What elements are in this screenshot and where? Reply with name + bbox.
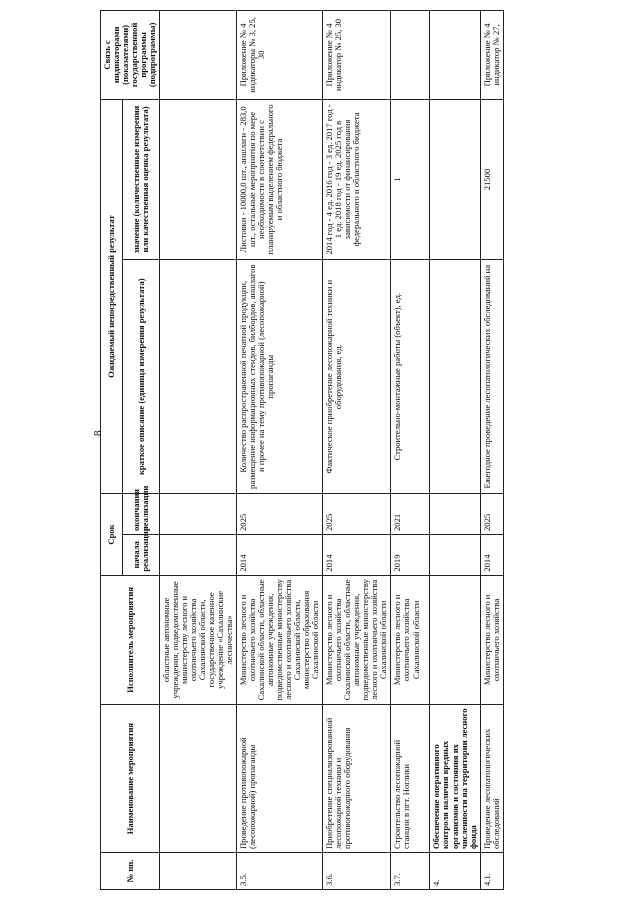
table-row — [160, 11, 237, 890]
cell-end — [430, 494, 480, 535]
cell-desc: Строительно-монтажные работы (объект), ед. — [391, 260, 430, 494]
header-term-end: окончания реализации — [123, 494, 160, 535]
cell-num: 4.1. — [480, 853, 503, 890]
header-executor: Исполнитель мероприятия — [101, 575, 160, 704]
cell-num: 3.5. — [237, 853, 323, 890]
header-term: Срок — [101, 494, 123, 575]
cell-end: 2025 — [323, 494, 391, 535]
cell-end — [160, 494, 237, 535]
cell-name: Проведение противопожарной (лесопожарной) пропаганды — [237, 705, 323, 853]
cell-executor: областные автономные учреждения, подведомственные министерству лесного и охотничьего хозяйства Сахалинской области, государственное казенное учреждение «Сахалинские лесничества» — [160, 575, 237, 704]
cell-executor — [430, 575, 480, 704]
cell-end: 2021 — [391, 494, 430, 535]
header-result-value: значение (количественные измерения или качественная оценка результата) — [123, 99, 160, 259]
cell-value: Листовки - 10000,0 шт., аншлаги - 283,0 шт., остальные мероприятия по мере необходимости в соответствии с планируемым выделением федерального и областного бюджета — [237, 99, 323, 259]
header-name: Наименование мероприятия — [101, 705, 160, 853]
cell-value: 21500 — [480, 99, 503, 259]
cell-start — [430, 535, 480, 576]
cell-value: 2014 год - 4 ед. 2016 год - 3 ед. 2017 год - 1 ед. 2018 год - 19 ед. 2025 год в зависимости от финансирования федерального и областного бюджета — [323, 99, 391, 259]
header-result-desc: краткое описание (единица измерения результата) — [123, 260, 160, 494]
cell-start: 2014 — [237, 535, 323, 576]
cell-start: 2019 — [391, 535, 430, 576]
cell-executor: Министерство лесного и охотничьего хозяйства Сахалинской области, областные автономные учреждения, подведомственные министерству лесного и охотничьего хозяйства Сахалинской области — [323, 575, 391, 704]
cell-link — [430, 11, 480, 100]
cell-link — [160, 11, 237, 100]
cell-num: 3.7. — [391, 853, 430, 890]
cell-num: 3.6. — [323, 853, 391, 890]
table-row — [237, 11, 323, 890]
table-row — [480, 11, 503, 890]
cell-value — [160, 99, 237, 259]
cell-executor: Министерство лесного и охотничьего хозяйства — [480, 575, 503, 704]
measures-table — [100, 10, 504, 890]
table-row — [391, 11, 430, 890]
cell-link: Приложение № 4 индикаторы № 3, 25, 30 — [237, 11, 323, 100]
cell-value: 1 — [391, 99, 430, 259]
cell-end: 2025 — [237, 494, 323, 535]
header-term-start: начала реализации — [123, 535, 160, 576]
cell-name — [160, 705, 237, 853]
cell-end: 2025 — [480, 494, 503, 535]
header-result: Ожидаемый непосредственный результат — [101, 99, 123, 493]
cell-name: Приобретение специализированной лесопожарной техники и противопожарного оборудования — [323, 705, 391, 853]
cell-desc: Ежегодное проведение лесопатологических обследований на — [480, 260, 503, 494]
cell-num: 4. — [430, 853, 480, 890]
landscape-sheet — [100, 10, 570, 890]
header-num: № пп. — [101, 853, 160, 890]
cell-executor: Министерство лесного и охотничьего хозяйства Сахалинской области — [391, 575, 430, 704]
table-row — [323, 11, 391, 890]
cell-value — [430, 99, 480, 259]
cell-name: Строительство лесопожарной станции в пгт. Ноглики — [391, 705, 430, 853]
cell-executor: Министерство лесного и охотничьего хозяйства Сахалинской области, областные автономные учреждения, подведомственные министерству лесного и охотничьего хозяйства Сахалинской области, министерство образования Сахалинской области — [237, 575, 323, 704]
cell-desc: Количество распространенной печатной продукции, размещение информационных стендов, билбордов, аншлагов и прочее на тему противопожарной (лесопожарной) пропаганды — [237, 260, 323, 494]
cell-link: Приложение № 4 индикатор № 25, 30 — [323, 11, 391, 100]
cell-desc — [160, 260, 237, 494]
cell-link — [391, 11, 430, 100]
cell-start: 2014 — [480, 535, 503, 576]
table-row — [430, 11, 480, 890]
header-link: Связь с индикаторами (показателями) государственной программы (подпрограммы) — [101, 11, 160, 100]
cell-start — [160, 535, 237, 576]
cell-name: Проведение лесопатологических обследований — [480, 705, 503, 853]
cell-start: 2014 — [323, 535, 391, 576]
cell-link: Приложение № 4 индикатор № 27, — [480, 11, 503, 100]
cell-desc — [430, 260, 480, 494]
cell-desc: Фактическое приобретение лесопожарной техники и оборудования, ед. — [323, 260, 391, 494]
cell-num — [160, 853, 237, 890]
cell-name: Обеспечение оперативного контроля наличия вредных организмов и состояния их численности на территории лесного фонда — [430, 705, 480, 853]
page-number: 8 — [92, 430, 104, 436]
